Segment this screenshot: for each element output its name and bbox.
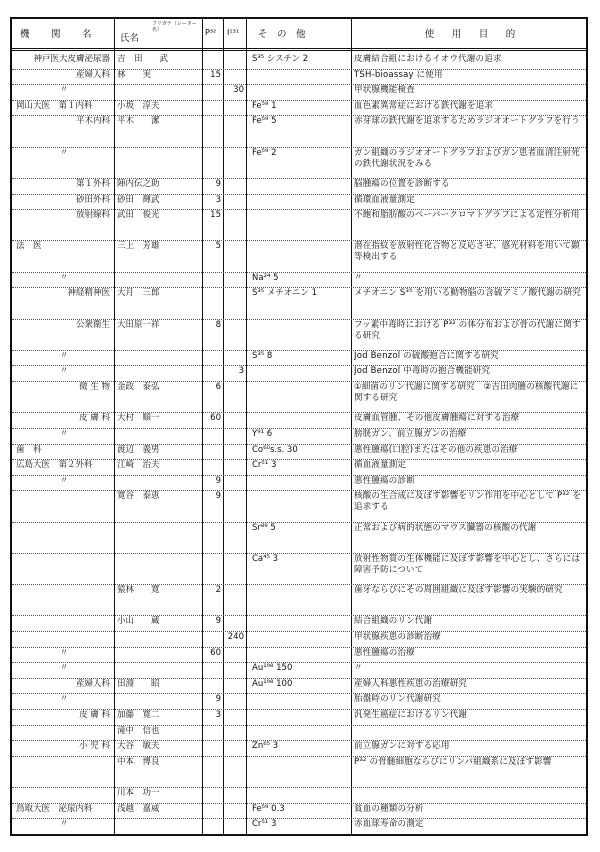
cell-i — [224, 429, 244, 444]
cell-purpose: ①細菌のリン代謝に関する研究 ②吉田肉腫の核酸代謝に関する研究 — [354, 382, 579, 404]
cell-other — [252, 616, 350, 631]
cell-name: 小山 蔵 — [117, 616, 160, 627]
cell-p: 5 — [215, 241, 221, 252]
cell-other: S³⁵ 8 — [252, 350, 273, 361]
cell-name: 大月 三郎 — [117, 288, 160, 299]
cell-i — [224, 710, 244, 725]
cell-i: 30 — [233, 85, 244, 96]
cell-purpose: 潜在指紋を放射性化合物と反応させ、感光材料を用いて顕等検出する — [354, 241, 580, 263]
cell-name: 猿林 寛 — [117, 585, 160, 596]
cell-purpose: TSH-bioassay に使用 — [354, 69, 443, 80]
cell-i — [224, 460, 244, 475]
cell-i — [224, 694, 244, 709]
cell-name: 三上 芳雄 — [117, 241, 160, 252]
cell-inst: 微 生 物 — [79, 382, 110, 393]
cell-i — [224, 101, 244, 116]
cell-name: 大谷 敏夫 — [117, 741, 160, 752]
cell-other — [252, 382, 350, 412]
cell-other: Au¹⁹⁸ 100 — [252, 678, 293, 689]
cell-p — [203, 429, 221, 444]
cell-i — [224, 788, 244, 803]
cell-name — [117, 523, 201, 553]
cell-inst: 〃 — [59, 85, 69, 96]
cell-p: 6 — [215, 382, 221, 393]
cell-name: 金政 泰弘 — [117, 382, 160, 393]
cell-purpose: 〃 — [354, 272, 363, 283]
cell-name — [117, 632, 201, 647]
cell-name: 陣内伝之助 — [117, 178, 160, 189]
cell-purpose: 歯牙ならびにその周囲組織に及ぼす影響の実験的研究 — [354, 585, 563, 596]
cell-purpose: 貧血の種類の分析 — [354, 803, 424, 814]
cell-p — [203, 273, 221, 288]
cell-inst — [16, 616, 112, 631]
cell-name: 田淵 昭 — [117, 678, 160, 689]
cell-inst — [16, 757, 112, 787]
cell-p — [203, 101, 221, 116]
cell-i — [224, 320, 244, 350]
cell-purpose: 〃 — [354, 663, 363, 674]
cell-name — [117, 819, 201, 834]
cell-name — [117, 663, 201, 678]
cell-purpose: 悪性腫瘍の診断 — [354, 475, 415, 486]
cell-purpose: 脳腫瘍の位置を診断する — [354, 178, 450, 189]
cell-p — [203, 116, 221, 146]
cell-purpose: Jod Benzol 中毒時の抱合機能研究 — [354, 366, 491, 377]
cell-purpose: 赤血球寿命の測定 — [354, 819, 424, 830]
cell-name: 大村 順一 — [117, 413, 160, 424]
cell-p: 60 — [210, 647, 221, 658]
cell-name: 中本 博良 — [117, 756, 160, 767]
cell-name: 寛谷 泰恵 — [117, 491, 160, 502]
cell-other: S³⁵ メチオニン 1 — [252, 288, 318, 299]
cell-other — [252, 366, 350, 381]
cell-i — [224, 288, 244, 318]
cell-other — [252, 585, 350, 615]
cell-inst: 〃 — [59, 819, 69, 830]
cell-p — [203, 741, 221, 756]
cell-purpose: Jod Benzol の硫酸抱合に関する研究 — [354, 350, 499, 361]
cell-inst: 産婦人科 — [75, 678, 110, 689]
cell-purpose: 汎発生癌症におけるリン代謝 — [354, 710, 468, 721]
cell-inst: 法 医 — [16, 241, 42, 252]
cell-purpose: 不飽和脂肪酸のペーパークロマトグラフによる定性分析用 — [354, 210, 580, 221]
cell-other: Cr⁵¹ 3 — [252, 819, 277, 830]
cell-name: 滝中 信也 — [117, 725, 160, 736]
cell-purpose: 産婦人科悪性疾患の治療研究 — [354, 678, 468, 689]
cell-other: Zn⁶⁵ 3 — [252, 741, 279, 752]
cell-p: 2 — [215, 585, 221, 596]
header-other: そ の 他 — [258, 29, 306, 40]
cell-i — [224, 54, 244, 69]
header-purpose: 使 用 目 的 — [424, 29, 520, 40]
cell-i — [224, 70, 244, 85]
cell-i — [224, 148, 244, 178]
cell-purpose: 正常および病的状態のマウス臓器の核酸の代謝 — [354, 522, 537, 533]
cell-purpose — [354, 788, 584, 803]
cell-purpose — [354, 726, 584, 741]
cell-name: 小坂 淳夫 — [117, 100, 160, 111]
cell-purpose: 膀胱ガン、前立腺ガンの治療 — [354, 428, 467, 439]
cell-p: 9 — [215, 491, 221, 502]
cell-i — [224, 616, 244, 631]
cell-other: Co⁶⁰s.s. 30 — [252, 444, 298, 455]
cell-name: 加藤 寛二 — [117, 710, 160, 721]
cell-other: S³⁵ シスチン 2 — [252, 54, 309, 64]
cell-inst: 神戸医大皮膚泌尿器 — [33, 54, 110, 64]
cell-inst: 広島大医 第２外科 — [16, 460, 93, 471]
cell-inst: 皮 膚 科 — [79, 710, 110, 721]
cell-inst: 〃 — [59, 147, 69, 158]
cell-other — [252, 476, 350, 491]
cell-i — [224, 648, 244, 663]
cell-p — [203, 819, 221, 834]
cell-purpose: 甲状腺疾患の診断治療 — [354, 631, 442, 642]
cell-inst: 公衆衛生 — [75, 319, 110, 330]
cell-i — [224, 523, 244, 553]
cell-other: Na²⁴ 5 — [252, 272, 279, 283]
cell-inst: 〃 — [59, 694, 69, 705]
cell-i — [224, 382, 244, 412]
cell-inst — [16, 491, 112, 521]
isotope-usage-table — [10, 17, 588, 836]
cell-other — [252, 85, 350, 100]
cell-other — [252, 413, 350, 428]
cell-p: 9 — [215, 694, 221, 705]
cell-p — [203, 757, 221, 787]
cell-other: Fe⁵⁹ 2 — [252, 147, 277, 158]
cell-other — [252, 491, 350, 521]
cell-name — [117, 476, 201, 491]
cell-other — [252, 694, 350, 709]
cell-inst: 神経精神医 — [67, 288, 110, 299]
cell-i — [224, 554, 244, 584]
cell-inst: 岡山大医 第１内科 — [16, 100, 93, 111]
cell-i — [224, 210, 244, 240]
cell-name: 浅越 嘉威 — [117, 803, 160, 814]
cell-p — [203, 804, 221, 819]
cell-i — [224, 273, 244, 288]
cell-purpose: 胎盤時のリン代謝研究 — [354, 694, 442, 705]
cell-name — [117, 85, 201, 100]
cell-name: 渡辺 義男 — [117, 444, 160, 455]
cell-other — [252, 241, 350, 271]
cell-other: Y⁹¹ 6 — [252, 428, 273, 439]
cell-p — [203, 679, 221, 694]
header-institution: 機 関 名 — [20, 29, 98, 40]
cell-i — [224, 413, 244, 428]
cell-i: 240 — [227, 631, 244, 642]
cell-i — [224, 351, 244, 366]
cell-i — [224, 445, 244, 460]
header-name: 氏名 — [120, 33, 140, 44]
cell-inst: 〃 — [59, 647, 69, 658]
cell-inst: 〃 — [59, 663, 69, 674]
cell-other: Fe⁵⁹ 5 — [252, 116, 277, 127]
cell-p: 9 — [215, 616, 221, 627]
cell-name — [117, 429, 201, 444]
cell-p: 9 — [215, 178, 221, 189]
cell-i — [224, 585, 244, 615]
cell-i — [224, 726, 244, 741]
cell-name — [117, 351, 201, 366]
col-divider — [246, 19, 247, 834]
cell-inst: 歯 科 — [16, 444, 42, 455]
cell-purpose: 循血液量測定 — [354, 460, 407, 471]
cell-purpose: メチオニン S³⁵ を用いる動物脳の含硫アミノ酸代謝の研究 — [354, 288, 581, 299]
header-i131: I¹³¹ — [227, 28, 239, 37]
col-divider — [351, 19, 352, 834]
cell-p — [203, 445, 221, 460]
cell-other: Ca⁴⁵ 3 — [252, 553, 279, 564]
cell-name: 江崎 治夫 — [117, 460, 160, 471]
cell-name: 林 実 — [117, 69, 152, 80]
cell-inst: 〃 — [59, 272, 69, 283]
cell-other — [252, 320, 350, 350]
cell-purpose: 悪性腫瘍(口腔)またはその他の疾患の治療 — [354, 444, 518, 455]
cell-p: 8 — [215, 319, 221, 330]
cell-purpose: 悪性腫瘍の治療 — [354, 647, 415, 658]
cell-other: Fe⁵⁹ 0.3 — [252, 803, 285, 814]
cell-other: Au¹⁹⁸ 150 — [252, 663, 293, 674]
header-separator — [12, 48, 586, 51]
cell-p: 9 — [215, 475, 221, 486]
cell-other — [252, 179, 350, 194]
cell-i — [224, 179, 244, 194]
cell-other — [252, 195, 350, 210]
cell-name: 川本 功一 — [117, 788, 160, 799]
cell-i — [224, 741, 244, 756]
cell-other — [252, 726, 350, 741]
cell-i — [224, 195, 244, 210]
cell-i: 3 — [238, 366, 244, 377]
cell-purpose: P³² の骨髄細胞ならびにリンパ組織系に及ぼす影響 — [354, 756, 552, 767]
cell-inst: 産婦人科 — [75, 69, 110, 80]
cell-other: Fe⁵⁹ 1 — [252, 100, 277, 111]
cell-other — [252, 788, 350, 803]
cell-p — [203, 632, 221, 647]
cell-purpose: 放射性物質の生体機能に及ぼす影響を中心とし、さらには障害予防について — [354, 553, 581, 575]
cell-purpose: 皮膚血管腫、その他皮膚腫瘍に対する治療 — [354, 413, 520, 424]
cell-inst: 第１外科 — [75, 178, 110, 189]
cell-other: Sr⁸⁹ 5 — [252, 522, 276, 533]
cell-i — [224, 819, 244, 834]
cell-name — [117, 554, 201, 584]
cell-purpose: ガン組織のラジオオートグラフおよびガン患者血清注射死の鉄代謝状況をみる — [354, 147, 580, 169]
cell-other — [252, 710, 350, 725]
cell-p — [203, 351, 221, 366]
cell-p — [203, 54, 221, 69]
cell-i — [224, 241, 244, 271]
cell-name — [117, 694, 201, 709]
cell-i — [224, 804, 244, 819]
cell-inst — [16, 726, 112, 741]
cell-i — [224, 757, 244, 787]
header-p32: P³² — [205, 28, 217, 37]
cell-purpose: 結合組織のリン代謝 — [354, 616, 433, 627]
cell-name: 武田 俊光 — [117, 210, 160, 221]
cell-name — [117, 148, 201, 178]
cell-inst — [16, 523, 112, 553]
cell-inst — [16, 632, 112, 647]
cell-purpose: 甲状腺機能検査 — [354, 85, 415, 96]
header-phonetic: フリガナ（レーター名） — [152, 21, 197, 33]
cell-inst — [16, 554, 112, 584]
cell-purpose: 血色素異常症における鉄代謝を追求 — [354, 100, 494, 111]
cell-p: 15 — [210, 210, 221, 221]
cell-inst — [16, 585, 112, 615]
cell-p — [203, 726, 221, 741]
cell-name: 大田原一祥 — [117, 319, 160, 330]
cell-purpose: 前立腺ガンに対する応用 — [354, 741, 450, 752]
cell-name — [117, 366, 201, 381]
cell-p — [203, 148, 221, 178]
cell-other — [252, 210, 350, 240]
cell-i — [224, 116, 244, 146]
cell-purpose: 皮膚結合組におけるイオウ代謝の追求 — [354, 54, 502, 64]
cell-inst: 平木内科 — [75, 116, 110, 127]
cell-i — [224, 491, 244, 521]
cell-other — [252, 757, 350, 787]
cell-i — [224, 679, 244, 694]
cell-p: 60 — [210, 413, 221, 424]
cell-p — [203, 663, 221, 678]
cell-other: Cr⁵¹ 3 — [252, 460, 277, 471]
cell-name — [117, 648, 201, 663]
cell-name: 砂田 輝武 — [117, 194, 160, 205]
cell-name: 平木 潔 — [117, 116, 160, 127]
cell-inst: 砂田外科 — [75, 194, 110, 205]
col-divider — [114, 19, 115, 834]
cell-p: 15 — [210, 69, 221, 80]
cell-inst: 〃 — [59, 475, 69, 486]
cell-inst: 〃 — [59, 428, 69, 439]
cell-inst — [16, 788, 112, 803]
cell-i — [224, 663, 244, 678]
cell-p: 3 — [215, 194, 221, 205]
cell-i — [224, 476, 244, 491]
cell-name: 吉 田 武 — [117, 54, 169, 64]
cell-p — [203, 460, 221, 475]
cell-purpose: 核酸の生合成に及ぼす影響をリン作用を中心として P³² を追求する — [354, 491, 582, 513]
cell-p: 3 — [215, 710, 221, 721]
cell-purpose: 赤芽球の鉄代謝を追求するためラジオオートグラフを行う — [354, 116, 580, 127]
cell-inst: 〃 — [59, 350, 69, 361]
cell-other — [252, 70, 350, 85]
cell-inst: 〃 — [59, 366, 69, 377]
cell-inst: 小 児 科 — [79, 741, 110, 752]
cell-other — [252, 648, 350, 663]
cell-purpose: フッ素中毒時における P³² の体分布および骨の代謝に関する研究 — [354, 319, 581, 341]
cell-p — [203, 523, 221, 553]
cell-p — [203, 366, 221, 381]
cell-inst: 放射線科 — [75, 210, 110, 221]
cell-p — [203, 554, 221, 584]
cell-p — [203, 288, 221, 318]
cell-other — [252, 632, 350, 647]
cell-p — [203, 788, 221, 803]
cell-purpose: 循環血液量測定 — [354, 194, 415, 205]
cell-inst: 鳥取大医 泌尿内科 — [16, 803, 93, 814]
cell-p — [203, 85, 221, 100]
cell-name — [117, 273, 201, 288]
cell-inst: 皮 膚 科 — [79, 413, 110, 424]
